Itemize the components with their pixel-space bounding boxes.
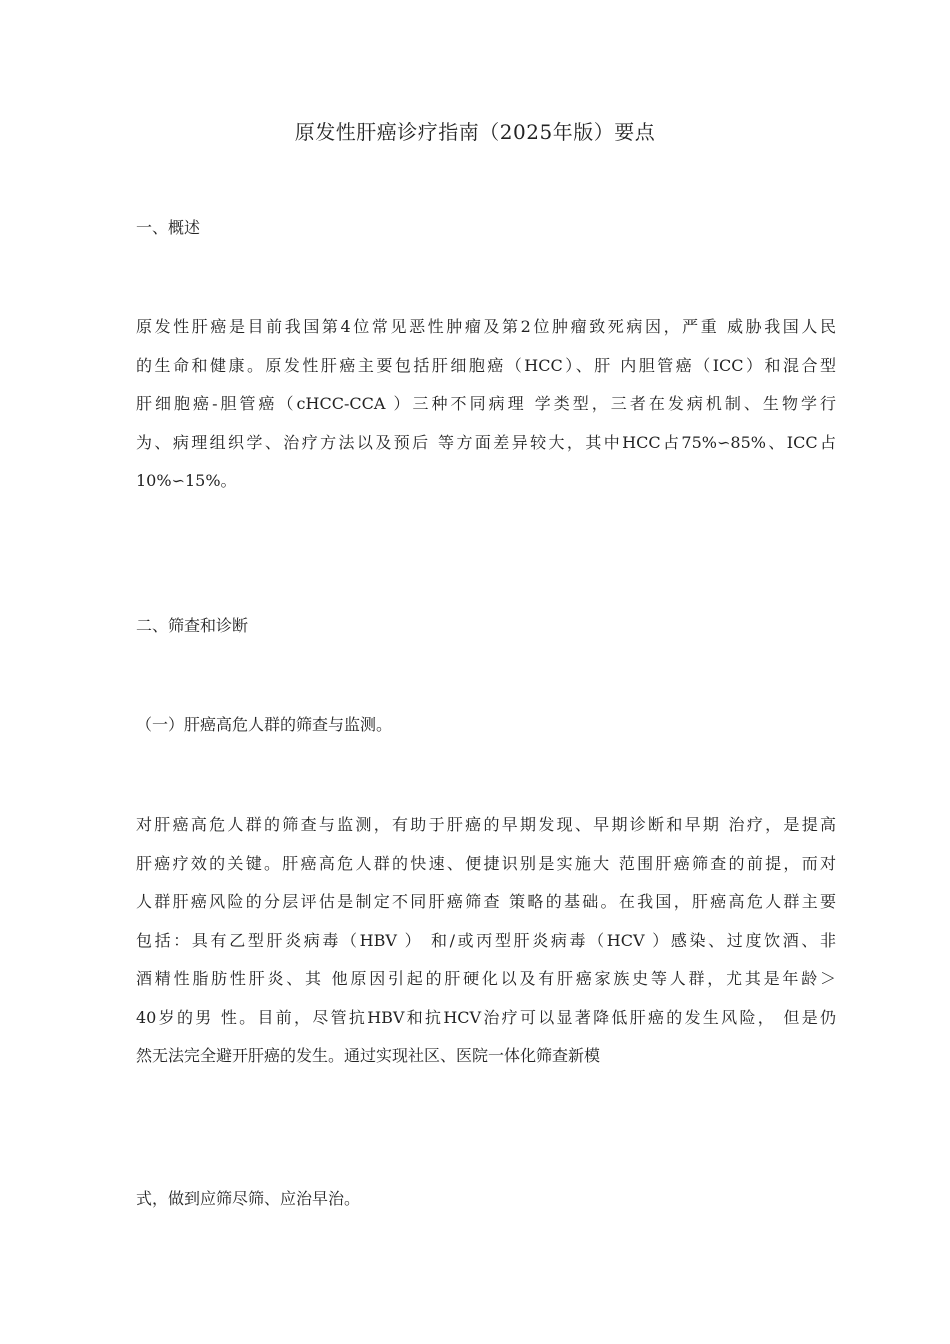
section-heading-screening-diagnosis: 二、筛查和诊断: [136, 616, 249, 635]
paragraph-line: 40岁的男 性。目前，尽管抗HBV和抗HCV治疗可以显著降低肝癌的发生风险， 但是仍: [136, 1007, 836, 1027]
paragraph-line: 人群肝癌风险的分层评估是制定不同肝癌筛查 策略的基础。在我国，肝癌高危人群主要: [136, 892, 836, 911]
subsection-heading-high-risk-screening: （一）肝癌高危人群的筛查与监测。: [136, 715, 393, 734]
paragraph-line: 对肝癌高危人群的筛查与监测，有助于肝癌的早期发现、早期诊断和早期 治疗，是提高: [136, 815, 836, 834]
section-heading-overview: 一、概述: [136, 218, 201, 237]
paragraph-line: 式，做到应筛尽筛、应治早治。: [136, 1189, 361, 1208]
paragraph-line: 肝细胞癌-胆管癌（cHCC-CCA ）三种不同病理 学类型，三者在发病机制、生物学行: [136, 394, 836, 413]
screening-paragraph: [136, 806, 836, 1076]
paragraph-line: 然无法完全避开肝癌的发生。通过实现社区、医院一体化筛查新模: [136, 1046, 601, 1065]
paragraph-line: 为、病理组织学、治疗方法以及预后 等方面差异较大，其中HCC占75%∽85%、ICC占: [136, 432, 836, 452]
paragraph-line: 肝癌疗效的关键。肝癌高危人群的快速、便捷识别是实施大 范围肝癌筛查的前提，而对: [136, 853, 836, 873]
overview-paragraph: [136, 308, 836, 501]
paragraph-line: 酒精性脂肪性肝炎、其 他原因引起的肝硬化以及有肝癌家族史等人群，尤其是年龄＞: [136, 969, 836, 988]
document-title: 原发性肝癌诊疗指南（2025年版）要点: [294, 120, 656, 144]
screening-paragraph-continuation: [136, 1180, 836, 1219]
paragraph-line: 10%∽15%。: [136, 471, 237, 490]
paragraph-line: 的生命和健康。原发性肝癌主要包括肝细胞癌（HCC）、肝 内胆管癌（ICC）和混合型: [136, 355, 836, 375]
paragraph-line: 原发性肝癌是目前我国第4位常见恶性肿瘤及第2位肿瘤致死病因，严重 威胁我国人民: [136, 317, 836, 336]
paragraph-line: 包括：具有乙型肝炎病毒（HBV ） 和/或丙型肝炎病毒（HCV ）感染、过度饮酒、非: [136, 930, 836, 950]
